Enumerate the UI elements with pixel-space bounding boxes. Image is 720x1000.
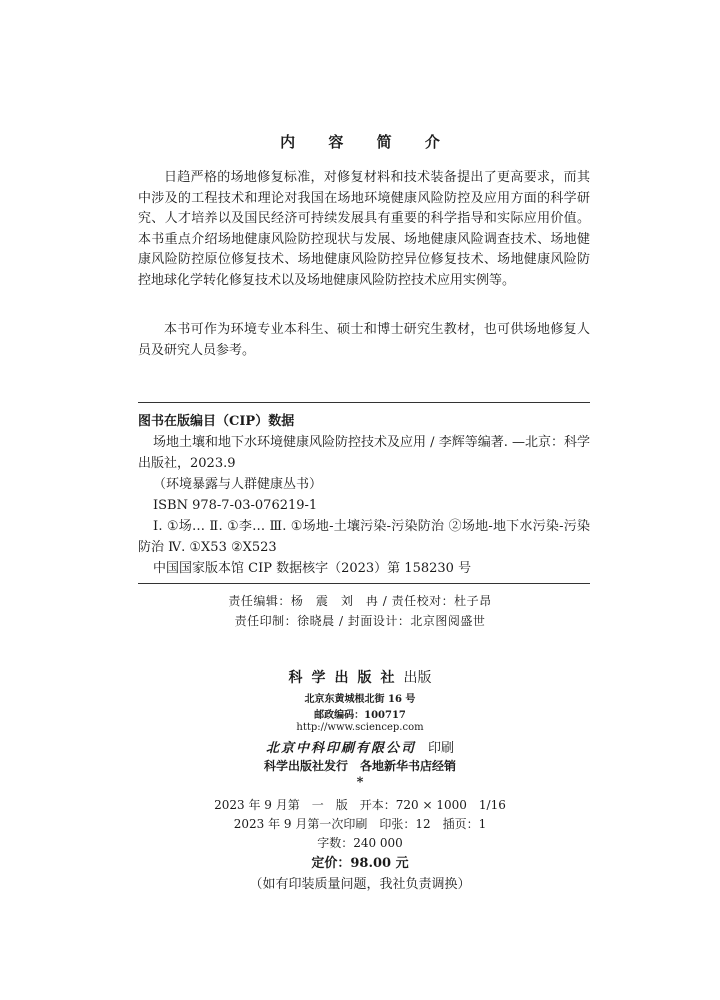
cip-top-rule	[138, 402, 590, 403]
summary-paragraph-2: 本书可作为环境专业本科生、硕士和博士研究生教材，也可供场地修复人员及研究人员参考。	[138, 322, 590, 358]
printer-line	[0, 737, 720, 756]
publisher-line	[0, 667, 720, 687]
word-count: 字数：240 000	[317, 836, 403, 850]
credits-line-2: 责任印制：徐晓晨 / 封面设计：北京图阅盛世	[234, 614, 486, 628]
publisher-suffix: 出版	[403, 670, 432, 686]
quality-notice: （如有印装质量问题，我社负责调换）	[249, 877, 471, 892]
printer-name: 北京中科印刷有限公司	[265, 741, 416, 756]
printing-line: 2023 年 9 月第一次印刷 印张：12 插页：1	[233, 817, 487, 831]
cip-bottom-rule	[138, 583, 590, 584]
distribution-line: 科学出版社发行 各地新华书店经销	[263, 759, 456, 773]
edition-line: 2023 年 9 月第 一 版 开本：720 × 1000 1/16	[214, 798, 506, 812]
summary-paragraph-1: 日趋严格的场地修复标准，对修复材料和技术装备提出了更高要求，而其中涉及的工程技术和理论对我国在场地环境健康风险防控及应用方面的科学研究、人才培养以及国民经济可持续发展具有重要的科学指导和实际应用价值。本书重点介绍场地健康风险防控现状与发展、场地健康风险调查技术、场地健康风险防控原位修复技术、场地健康风险防控异位修复技术、场地健康风险防控地球化学转化修复技术以及场地健康风险防控技术应用实例等。	[138, 170, 590, 288]
cip-series: （环境暴露与人群健康丛书）	[153, 477, 323, 492]
cip-title-line: 场地土壤和地下水环境健康风险防控技术及应用 / 李辉等编著. —北京：科学出版社，2023.9	[138, 435, 590, 471]
credits-line-1: 责任编辑：杨 震 刘 冉 / 责任校对：杜子昂	[228, 594, 492, 608]
printer-suffix: 印刷	[428, 741, 455, 756]
cip-isbn: ISBN 978-7-03-076219-1	[153, 498, 318, 513]
summary-title: 内 容 简 介	[280, 133, 454, 151]
cip-block	[138, 432, 590, 579]
star-separator: *	[356, 775, 364, 790]
publisher-address: 北京东黄城根北街 16 号	[304, 694, 416, 705]
cip-subjects: Ⅰ. ①场… Ⅱ. ①李… Ⅲ. ①场地-土壤污染-污染防治 ②场地-地下水污染-污染防治 Ⅳ. ①X53 ②X523	[138, 519, 590, 555]
cip-heading: 图书在版编目（CIP）数据	[138, 414, 295, 429]
cip-core: 中国国家版本馆 CIP 数据核字（2023）第 158230 号	[153, 561, 472, 576]
publisher-name: 科学出版社	[288, 670, 404, 686]
publisher-url: http://www.sciencep.com	[296, 722, 424, 733]
price: 定价：98.00 元	[311, 856, 409, 871]
publisher-postcode: 邮政编码：100717	[314, 710, 406, 721]
